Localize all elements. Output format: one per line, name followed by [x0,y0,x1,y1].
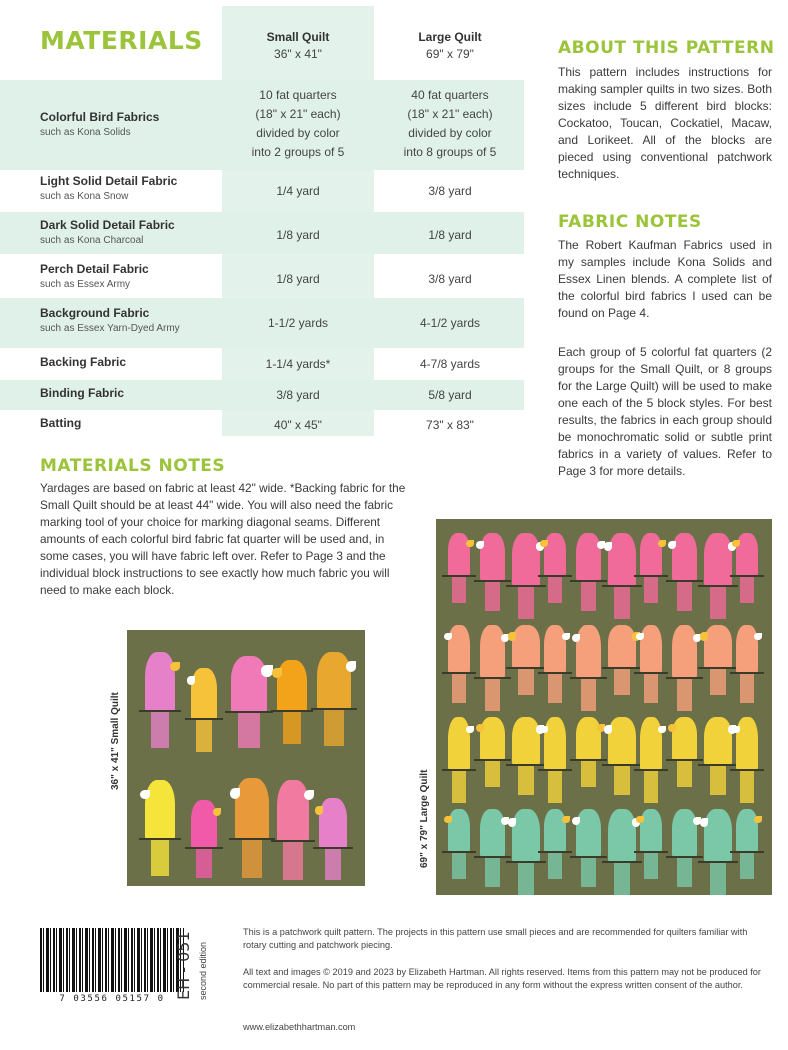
bird-block [544,717,566,803]
material-name: Batting [40,416,82,430]
bird-beak [636,816,643,823]
bird-perch [538,769,572,771]
bird-body [640,717,662,770]
bird-perch [538,672,572,674]
bird-body [736,809,758,852]
bird-block [277,780,309,880]
bird-tail [710,765,727,795]
bird-beak [304,790,314,800]
bird-perch [666,677,703,679]
bird-tail [677,857,692,887]
bird-body [145,780,175,840]
bird-body [576,717,601,760]
bird-tail [740,770,753,803]
bird-block [480,717,505,787]
bird-block [231,656,267,748]
bird-block [544,809,566,879]
bird-perch [666,856,703,858]
bird-tail [581,760,596,787]
bird-block [736,533,758,603]
bird-perch [442,575,476,577]
material-name: Backing Fabric [40,355,127,369]
bird-perch [506,667,546,669]
fabric-notes-title: FABRIC NOTES [558,212,702,232]
bird-block [512,809,540,895]
bird-beak [754,633,761,640]
bird-tail [196,720,212,752]
large-quantity: 3/8 yard [428,184,472,198]
large-quantity: 4-7/8 yards [419,357,481,371]
bird-tail [518,586,535,619]
bird-perch [271,840,315,842]
bird-perch [538,575,572,577]
bird-body [480,625,505,678]
bird-perch [666,759,703,761]
bird-perch [139,838,181,840]
bird-tail [548,770,561,803]
bird-perch [185,718,223,720]
bird-block [672,809,697,887]
bird-perch [225,711,273,713]
bird-tail [485,678,500,711]
small-quilt-label: 36" x 41" Small Quilt [110,692,121,790]
bird-perch [570,580,607,582]
materials-notes-text: Yardages are based on fabric at least 42" wide. *Backing fabric for the Small Quilt should be at least 44" wide. You will also need the fabric marking tool of your choice for marking diagonal seams. Different amounts of each colorful bird fabric fat quarter will be used and, in some cases, you will have fabric left over. Refer to Page 3 and the individual block instructions to see exactly how much fabric you will need to make each block. [40,481,406,597]
small-quilt-header [222,30,374,61]
bird-beak [700,818,709,827]
material-name: Colorful Bird Fabrics [40,110,160,124]
bird-beak [346,661,357,672]
small-quantity: 1/8 yard [276,272,320,286]
bird-beak [466,540,473,547]
bird-beak [658,726,665,733]
large-quantity: 40 fat quarters (18" x 21" each) divided by color into 8 groups of 5 [403,88,497,159]
bird-block [480,533,505,611]
bird-perch [229,838,275,840]
bird-beak [754,816,761,823]
bird-beak [444,633,451,640]
fabric-notes-para1: The Robert Kaufman Fabrics used in my samples include Kona Solids and Essex Linen blends. A complete list of the colorful bird fabrics I used can be found on Page 4. [558,238,772,320]
barcode-bars [40,928,184,992]
bird-tail [581,678,596,711]
bird-block [576,533,601,611]
bird-beak [658,540,665,547]
bird-block [704,625,732,695]
bird-perch [313,847,353,849]
bird-block [736,625,758,703]
bird-body [544,809,566,852]
bird-beak [187,676,195,684]
material-name: Light Solid Detail Fabric [40,174,178,188]
bird-block [235,778,269,878]
material-name: Perch Detail Fabric [40,262,149,276]
bird-tail [581,581,596,611]
bird-perch [442,851,476,853]
large-quantity: 73" x 83" [426,418,474,432]
bird-tail [238,713,260,748]
bird-tail [518,765,535,795]
bird-body [576,625,601,678]
large-quantity: 1/8 yard [428,228,472,242]
material-sub: such as Kona Snow [40,191,129,202]
bird-perch [139,710,181,712]
bird-beak [213,808,221,816]
bird-block [317,652,351,746]
bird-block [448,625,470,703]
bird-beak [540,726,547,733]
bird-block [736,809,758,879]
bird-tail [677,678,692,711]
small-quilt-size: 36" x 41" [274,47,322,61]
bird-beak [140,790,150,800]
bird-body [640,533,662,576]
bird-perch [730,672,764,674]
bird-block [512,717,540,795]
bird-perch [698,861,738,863]
bird-block [512,625,540,695]
bird-tail [283,712,301,744]
bird-body [512,809,540,862]
bird-block [640,533,662,603]
bird-perch [570,856,607,858]
bird-block [448,533,470,603]
bird-perch [698,764,738,766]
bird-tail [677,760,692,787]
bird-block [704,533,732,619]
bird-beak [476,724,484,732]
bird-tail [548,852,561,879]
bird-tail [196,848,212,878]
bird-block [608,533,636,619]
bird-beak [636,633,643,640]
bird-beak [476,541,484,549]
bird-body [608,717,636,765]
bird-perch [730,769,764,771]
bird-tail [518,668,535,695]
bird-tail [644,576,657,603]
bird-perch [474,580,511,582]
bird-body [704,809,732,862]
bird-tail [614,862,631,895]
bird-block [576,717,601,787]
bird-beak [732,726,739,733]
bird-tail [710,586,727,619]
bird-block [608,717,636,795]
bird-block [319,798,347,880]
bird-perch [474,759,511,761]
bird-block [576,809,601,887]
bird-body [145,652,175,712]
material-name: Binding Fabric [40,386,124,400]
bird-beak [604,725,613,734]
bird-perch [506,764,546,766]
bird-tail [324,710,344,746]
bird-beak [668,541,676,549]
bird-block [736,717,758,803]
bird-perch [442,672,476,674]
bird-block [672,625,697,711]
bird-tail [283,842,302,880]
bird-block [640,625,662,703]
bird-tail [644,673,657,703]
bird-tail [740,673,753,703]
fabric-notes-para2: Each group of 5 colorful fat quarters (2 groups for the Small Quilt, or 8 groups for the Large Quilt) will be used to make one each of the 5 block styles. For best results, the fabrics in each group should be monochromatic solid or subtle print fabrics in a variety of values. Refer to Page 3 for more details. [558,345,772,478]
bird-tail [740,576,753,603]
bird-perch [185,847,223,849]
bird-block [448,809,470,879]
bird-block [448,717,470,803]
bird-body [448,717,470,770]
bird-body [704,625,732,668]
bird-block [145,652,175,748]
material-sub: such as Essex Yarn-Dyed Army [40,323,180,334]
bird-perch [570,759,607,761]
bird-perch [634,851,668,853]
bird-tail [485,857,500,887]
bird-body [512,533,540,586]
bird-body [608,809,636,862]
materials-title: MATERIALS [40,26,203,55]
bird-tail [710,668,727,695]
bird-beak [230,788,241,799]
bird-beak [604,542,613,551]
small-quantity: 40" x 45" [274,418,322,432]
bird-block [544,533,566,603]
bird-body [319,798,347,849]
footer-copyright: All text and images © 2019 and 2023 by Elizabeth Hartman. All rights reserved. Items from this pattern may not be produced for commercial resale. No part of this pattern may be reproduced in any form without the express written consent of the author. [243,967,761,990]
bird-block [145,780,175,876]
bird-beak [732,540,739,547]
bird-beak [261,665,273,677]
bird-body [608,625,636,668]
bird-beak [572,817,580,825]
bird-perch [698,585,738,587]
small-quilt-image [127,630,365,886]
sku-code: EH - 051 [174,931,193,1000]
bird-block [672,717,697,787]
bird-body [736,717,758,770]
bird-body [672,809,697,857]
bird-block [608,809,636,895]
bird-perch [474,856,511,858]
material-name: Background Fabric [40,306,150,320]
bird-beak [562,633,569,640]
large-quilt-size: 69" x 79" [426,47,474,61]
bird-block [704,717,732,795]
bird-perch [602,861,642,863]
bird-body [512,717,540,765]
bird-perch [698,667,738,669]
bird-block [512,533,540,619]
small-quantity: 3/8 yard [276,388,320,402]
small-quantity: 1/4 yard [276,184,320,198]
large-quilt-label: 69" x 79" Large Quilt [419,769,430,868]
bird-block [191,800,217,878]
bird-beak [508,818,517,827]
bird-perch [442,769,476,771]
materials-notes-title: MATERIALS NOTES [40,456,226,476]
bird-block [672,533,697,611]
bird-body [576,533,601,581]
bird-tail [614,586,631,619]
bird-tail [740,852,753,879]
bird-block [544,625,566,703]
bird-beak [668,724,676,732]
bird-body [231,656,267,713]
bird-body [191,800,217,848]
bird-perch [602,667,642,669]
bird-tail [614,765,631,795]
bird-tail [485,581,500,611]
footer-disclaimer: This is a patchwork quilt pattern. The projects in this pattern use small pieces and are recommended for quilters familiar with rotary cutting and patchwork piecing. [243,927,748,950]
bird-body [608,533,636,586]
bird-block [277,660,307,744]
about-title: ABOUT THIS PATTERN [558,38,775,58]
bird-perch [730,851,764,853]
bird-perch [602,764,642,766]
bird-perch [538,851,572,853]
large-quantity: 3/8 yard [428,272,472,286]
bird-tail [644,852,657,879]
bird-body [512,625,540,668]
bird-beak [444,816,451,823]
bird-perch [506,861,546,863]
material-sub: such as Kona Solids [40,127,131,138]
bird-tail [151,840,169,876]
bird-perch [634,575,668,577]
barcode [40,928,184,1008]
bird-beak [540,540,547,547]
bird-tail [677,581,692,611]
bird-body [544,717,566,770]
barcode-number: 7 03556 05157 0 [59,994,165,1004]
bird-block [576,625,601,711]
bird-tail [614,668,631,695]
bird-tail [151,712,169,748]
small-quantity: 1/8 yard [276,228,320,242]
bird-block [608,625,636,695]
bird-perch [311,708,357,710]
bird-beak [562,816,569,823]
bird-tail [325,849,342,880]
bird-tail [452,673,465,703]
bird-body [704,533,732,586]
bird-tail [452,852,465,879]
bird-tail [710,862,727,895]
footer-website[interactable]: www.elizabethhartman.com [243,1022,356,1032]
bird-perch [666,580,703,582]
bird-tail [242,840,262,878]
bird-beak [466,726,473,733]
bird-beak [272,668,282,678]
bird-perch [271,710,313,712]
bird-body [480,809,505,857]
bird-perch [506,585,546,587]
bird-tail [452,770,465,803]
bird-perch [730,575,764,577]
bird-block [640,717,662,803]
bird-tail [644,770,657,803]
large-quilt-image [436,519,772,895]
bird-tail [485,760,500,787]
large-quantity: 5/8 yard [428,388,472,402]
edition-label: second edition [198,941,208,1000]
bird-block [704,809,732,895]
large-quilt-header [374,30,526,61]
large-quantity: 4-1/2 yards [419,316,481,330]
bird-tail [548,673,561,703]
bird-block [640,809,662,879]
bird-body [736,625,758,673]
about-text: This pattern includes instructions for making sampler quilts in two sizes. Both sizes include 5 different bird blocks: Cockatoo, Toucan, Cockatiel, Macaw, and Lorikeet. All of the blocks are pieced using conventional patchwork techniques. [558,65,772,181]
bird-beak [572,634,580,642]
bird-perch [634,769,668,771]
bird-body [235,778,269,840]
bird-perch [474,677,511,679]
large-quilt-name: Large Quilt [418,30,482,44]
bird-perch [602,585,642,587]
bird-body [704,717,732,765]
bird-body [317,652,351,710]
small-quantity: 10 fat quarters (18" x 21" each) divided by color into 2 groups of 5 [251,88,345,159]
bird-block [480,809,505,887]
bird-block [191,668,217,752]
bird-tail [548,576,561,603]
bird-block [480,625,505,711]
bird-body [448,533,470,576]
small-quantity: 1-1/2 yards [267,316,329,330]
material-sub: such as Kona Charcoal [40,235,144,246]
material-name: Dark Solid Detail Fabric [40,218,175,232]
bird-tail [518,862,535,895]
bird-body [544,625,566,673]
bird-beak [170,662,180,672]
bird-perch [570,677,607,679]
materials-table [0,6,524,436]
bird-tail [581,857,596,887]
bird-body [672,625,697,678]
bird-perch [634,672,668,674]
bird-tail [452,576,465,603]
bird-body [277,780,309,842]
material-sub: such as Essex Army [40,279,131,290]
small-quilt-name: Small Quilt [266,30,330,44]
small-quantity: 1-1/4 yards* [265,357,331,371]
